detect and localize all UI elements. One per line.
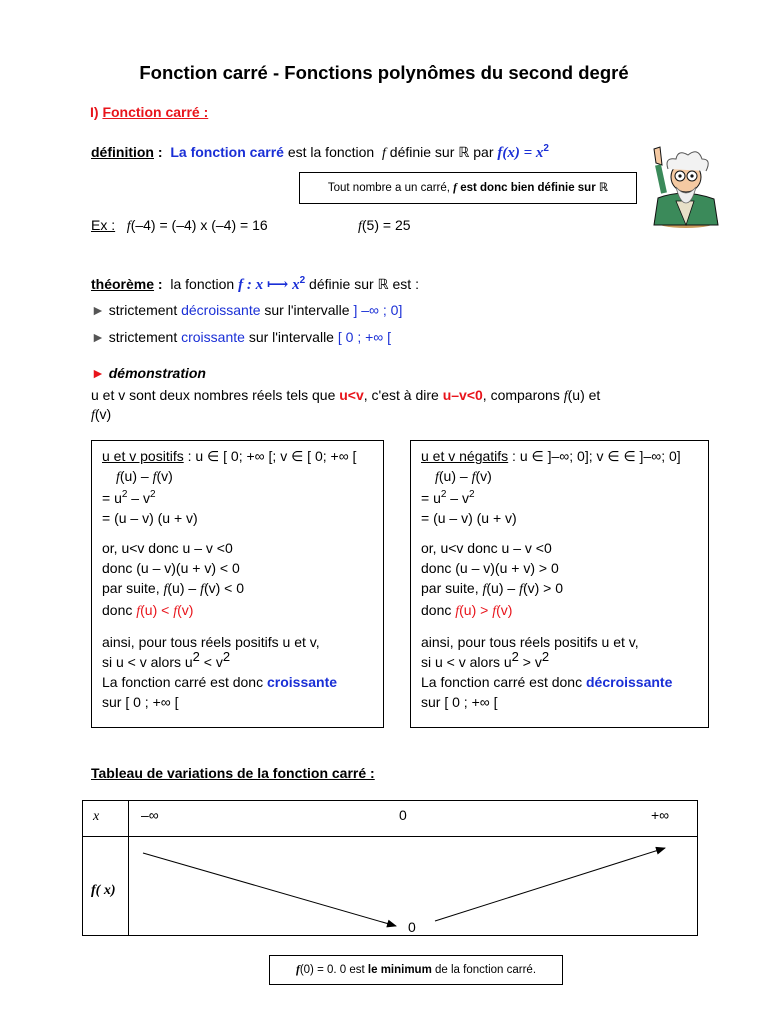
theorem-item-decreasing	[91, 302, 402, 318]
proof-right-heading-rest: : u ∈ ]–∞; 0]; v ∈ ∈ ]–∞; 0]	[508, 448, 681, 464]
decreasing-arrow	[143, 853, 396, 926]
proof-left-l5: donc (u – v)(u + v) < 0	[102, 560, 240, 576]
theorem-item1-interval: ] –∞ ; 0]	[353, 302, 403, 318]
fn-f: f	[519, 582, 523, 597]
demo-f: f	[91, 408, 95, 423]
table-caption: Tableau de variations de la fonction carré :	[91, 765, 375, 781]
proof-right-l8: ainsi, pour tous réels positifs u et v,	[421, 634, 639, 650]
definition-exp: 2	[543, 143, 549, 154]
example-line	[91, 217, 268, 235]
proof-right-l11: sur [ 0 ; +∞ [	[421, 694, 498, 710]
example-f1: f	[126, 219, 131, 234]
definition-term: La fonction carré	[170, 144, 284, 160]
theorem-exp: 2	[299, 275, 306, 286]
proof-box-negative	[410, 440, 709, 728]
proof-left-l7c: (v)	[177, 602, 194, 618]
proof-left-l2: = u	[102, 490, 122, 506]
fn-f: f	[173, 604, 178, 619]
fn-f: f	[200, 582, 204, 597]
bullet-icon: ►	[91, 329, 105, 345]
proof-right-l9a: si u < v alors u	[421, 654, 512, 670]
fn-f: f	[136, 604, 141, 619]
note-box	[299, 172, 637, 204]
proof-left-l1: (u) –	[119, 468, 153, 484]
exp: 2	[469, 489, 475, 500]
minimum-value: 0	[408, 919, 416, 935]
demo-bullet-icon: ►	[91, 365, 105, 381]
theorem-item2-interval: [ 0 ; +∞ [	[337, 329, 392, 345]
theorem-item2-colored: croissante	[181, 329, 245, 345]
proof-right-heading: u et v négatifs	[421, 448, 509, 464]
section-heading	[90, 104, 208, 120]
proof-left-l10b: croissante	[267, 674, 338, 690]
exp: 2	[150, 489, 156, 500]
demo-text-line1	[91, 387, 600, 405]
proof-left-l8: ainsi, pour tous réels positifs u et v,	[102, 634, 320, 650]
proof-right-l7a: donc	[421, 602, 456, 618]
demo-text-e: , comparons	[482, 387, 560, 403]
proof-left-l9b: < v	[199, 654, 223, 670]
demo-text-c: , c'est à dire	[363, 387, 439, 403]
minimum-note-box	[269, 955, 563, 985]
fn-f: f	[482, 582, 487, 597]
definition-line	[91, 144, 549, 162]
theorem-sep: :	[154, 276, 163, 292]
theorem-line	[91, 275, 419, 294]
theorem-item2-pre: strictement	[108, 329, 178, 345]
theorem-item2-mid: sur l'intervalle	[248, 329, 334, 345]
demo-heading	[91, 365, 206, 381]
note-box-post: est donc bien définie sur ℝ	[460, 182, 609, 194]
variation-table	[82, 800, 698, 936]
example-f2: f	[358, 219, 362, 234]
fn-f: f	[163, 582, 168, 597]
page-title: Fonction carré - Fonctions polynômes du second degré	[139, 62, 629, 83]
example-line-2	[358, 217, 411, 235]
definition-sep: :	[154, 144, 163, 160]
proof-left-heading: u et v positifs	[102, 448, 184, 464]
proof-right-l6a: par suite,	[421, 580, 483, 596]
proof-right-l9b: > v	[518, 654, 542, 670]
proof-left-l2b: – v	[127, 490, 150, 506]
proof-left-l6c: (v) < 0	[203, 580, 245, 596]
demo-text-line2-value: (v)	[94, 406, 112, 422]
proof-right-l10a: La fonction carré est donc	[421, 674, 586, 690]
increasing-arrow	[435, 848, 665, 921]
bottom-box-f: f	[295, 964, 300, 976]
fn-f: f	[471, 470, 476, 485]
exp: 2	[541, 649, 550, 664]
theorem-post: définie sur ℝ est :	[309, 276, 419, 292]
proof-right-l7c: (v)	[496, 602, 513, 618]
proof-left-l9a: si u < v alors u	[102, 654, 193, 670]
example-expr2: (5) = 25	[361, 217, 411, 233]
definition-label: définition	[91, 144, 154, 160]
section-title: Fonction carré :	[102, 104, 209, 120]
example-label: Ex :	[91, 217, 116, 233]
definition-text2: définie sur ℝ par	[389, 144, 494, 160]
demo-text-line2	[91, 406, 111, 424]
demo-title: démonstration	[108, 365, 206, 381]
proof-left-l4: or, u<v donc u – v <0	[102, 540, 233, 556]
note-box-pre: Tout nombre a un carré,	[327, 182, 450, 194]
bottom-box-pre: (0) = 0. 0 est	[299, 964, 365, 976]
proof-right-l4: or, u<v donc u – v <0	[421, 540, 552, 556]
fn-f: f	[435, 470, 439, 485]
proof-left-l6b: (u) –	[167, 580, 201, 596]
theorem-item1-pre: strictement	[108, 302, 178, 318]
exp: 2	[222, 649, 231, 664]
theorem-label: théorème	[91, 276, 155, 292]
proof-left-l1b: (v)	[156, 468, 173, 484]
bottom-box-post: de la fonction carré.	[435, 964, 537, 976]
theorem-item1-mid: sur l'intervalle	[264, 302, 350, 318]
proof-right-l6c: (v) > 0	[522, 580, 564, 596]
proof-box-positive	[91, 440, 384, 728]
exp: 2	[192, 649, 200, 664]
proof-right-l5: donc (u – v)(u + v) > 0	[421, 560, 559, 576]
proof-left-l3: = (u – v) (u + v)	[102, 510, 198, 526]
proof-right-l1: (u) –	[438, 468, 472, 484]
proof-right-l1b: (v)	[475, 468, 492, 484]
theorem-pre: la fonction	[170, 276, 235, 292]
fn-f: f	[492, 604, 497, 619]
proof-right-l2: = u	[421, 490, 441, 506]
professor-illustration	[646, 143, 722, 229]
section-number: I)	[90, 104, 99, 120]
theorem-map: f : x ⟼ x	[238, 277, 300, 293]
x-value-zero: 0	[399, 807, 407, 823]
variation-arrows	[83, 801, 697, 935]
fn-f: f	[152, 470, 157, 485]
note-box-f: f	[453, 182, 458, 194]
x-value-plus-infinity: +∞	[651, 807, 670, 823]
demo-f: f	[563, 389, 568, 404]
example-expr1: (–4) = (–4) x (–4) = 16	[130, 217, 268, 233]
demo-text-f: (u) et	[567, 387, 601, 403]
proof-left-l7a: donc	[102, 602, 137, 618]
proof-left-l10a: La fonction carré est donc	[102, 674, 267, 690]
proof-left-heading-rest: : u ∈ [ 0; +∞ [; v ∈ [ 0; +∞ [	[183, 448, 357, 464]
theorem-item-increasing	[91, 329, 391, 345]
x-value-minus-infinity: –∞	[141, 807, 159, 823]
table-x-label: x	[93, 809, 100, 824]
proof-right-l10b: décroissante	[586, 674, 673, 690]
bottom-box-bold: le minimum	[367, 964, 432, 976]
proof-right-l7b: (u) >	[459, 602, 493, 618]
proof-right-l3: = (u – v) (u + v)	[421, 510, 517, 526]
exp: 2	[440, 489, 447, 500]
theorem-item1-colored: décroissante	[181, 302, 261, 318]
table-fx-label: f( x)	[91, 883, 116, 898]
exp: 2	[511, 649, 519, 664]
exp: 2	[121, 489, 128, 500]
fn-f: f	[116, 470, 120, 485]
bullet-icon: ►	[91, 302, 105, 318]
proof-right-l2b: – v	[446, 490, 469, 506]
definition-text1: est la fonction	[287, 144, 375, 160]
proof-left-l11: sur [ 0 ; +∞ [	[102, 694, 179, 710]
demo-text-b: u<v	[339, 387, 364, 403]
definition-f: f	[382, 146, 386, 161]
proof-left-l6a: par suite,	[102, 580, 164, 596]
fn-f: f	[455, 604, 460, 619]
demo-text-a: u et v sont deux nombres réels tels que	[91, 387, 336, 403]
definition-formula: f(x) = x	[497, 145, 544, 161]
demo-text-d: u–v<0	[442, 387, 483, 403]
proof-left-l7b: (u) <	[140, 602, 174, 618]
proof-right-l6b: (u) –	[486, 580, 520, 596]
